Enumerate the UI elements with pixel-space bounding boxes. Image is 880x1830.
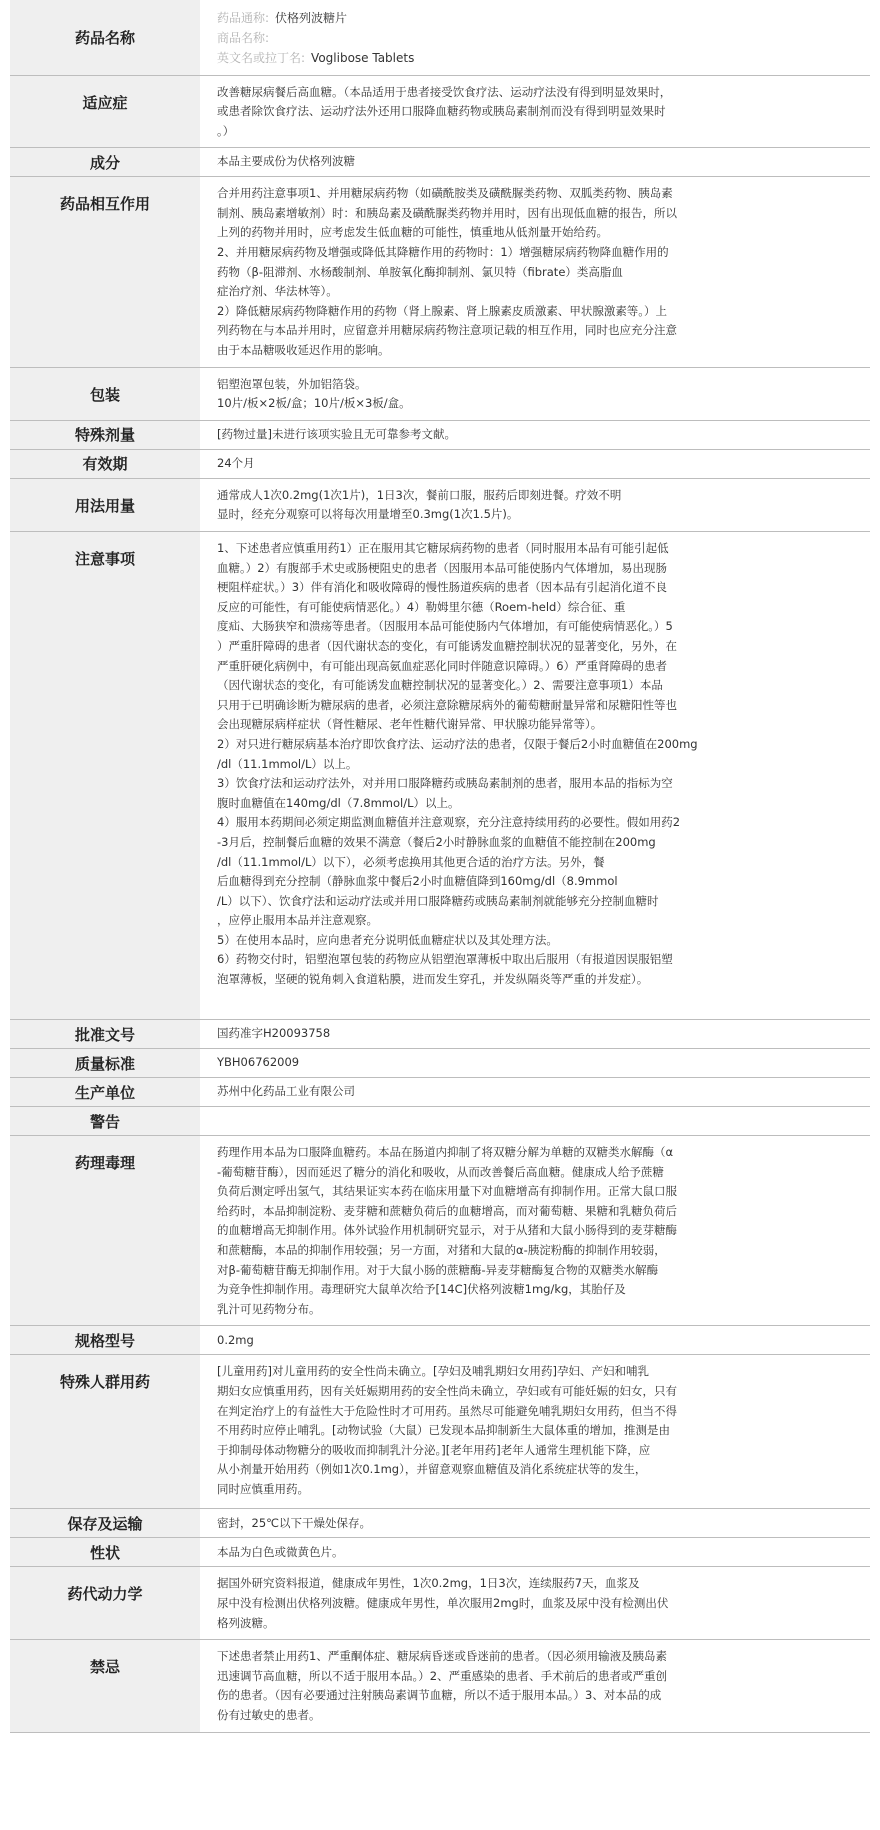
row-pharmacokinetics xyxy=(10,1567,870,1640)
generic-name-line xyxy=(217,8,856,28)
label-drug-name: 药品名称 xyxy=(10,0,200,75)
row-spec xyxy=(10,1326,870,1355)
trade-name-line xyxy=(217,28,856,48)
english-name-label: 英文名或拉丁名: xyxy=(217,51,306,65)
row-appearance xyxy=(10,1538,870,1567)
row-standard xyxy=(10,1049,870,1078)
label-pharmacokinetics: 药代动力学 xyxy=(10,1567,200,1640)
value-pharmacokinetics: 据国外研究资料报道，健康成年男性，1次0.2mg，1日3次，连续服药7天，血浆及 尿中没有检测出伏格列波糖。健康成年男性，单次服用2mg时，血浆及尿中没有检测出伏 格列波糖。 xyxy=(200,1567,870,1640)
row-interactions xyxy=(10,177,870,367)
value-special-population: [儿童用药]对儿童用药的安全性尚未确立。[孕妇及哺乳期妇女用药]孕妇、产妇和哺乳 期妇女应慎重用药，因有关妊娠期用药的安全性尚未确立，孕妇或有可能妊娠的妇女，只有 在判定治疗上的有益性大于危险性时才可用药。虽然尽可能避免哺乳期妇女用药，但当不得 不用药时应停止哺乳。[动物试验（大鼠）已发现本品抑制新生大鼠体重的增加，推测是由 于抑制母体动物糖分的吸收而抑制乳汁分泌。][老年用药]老年人通常生理机能下降，应 从小剂量开始用药（例如1次0.1mg），并留意观察血糖值及消化系统症状等的发生， 同时应慎重用药。 xyxy=(200,1355,870,1509)
value-interactions: 合并用药注意事项1、并用糖尿病药物（如磺酰胺类及磺酰脲类药物、双胍类药物、胰岛素 制剂、胰岛素增敏剂）时：和胰岛素及磺酰脲类药物并用时，因有出现低血糖的报告，所以 上列的药物并用时，应考虑发生低血糖的可能性，慎重地从低剂量开始给药。 2、并用糖尿病药物及增强或降低其降糖作用的药物时：1）增强糖尿病药物降血糖作用的 药物（β-阻滞剂、水杨酸制剂、单胺氧化酶抑制剂、氯贝特（fibrate）类高脂血 症治疗剂、华法林等）。 2）降低糖尿病药物降糖作用的药物（肾上腺素、肾上腺素皮质激素、甲状腺激素等。）上 列药物在与本品并用时，应留意并用糖尿病药物注意项记载的相互作用，同时也应充分注意 由于本品糖吸收延迟作用的影响。 xyxy=(200,177,870,367)
row-storage xyxy=(10,1509,870,1538)
label-appearance: 性状 xyxy=(10,1538,200,1567)
value-indications: 改善糖尿病餐后高血糖。（本品适用于患者接受饮食疗法、运动疗法没有得到明显效果时， 或患者除饮食疗法、运动疗法外还用口服降血糖药物或胰岛素制剂而没有得到明显效果时 。） xyxy=(200,75,870,148)
label-validity: 有效期 xyxy=(10,449,200,478)
row-pharmacology xyxy=(10,1136,870,1326)
row-indications xyxy=(10,75,870,148)
row-ingredients xyxy=(10,148,870,177)
label-approval: 批准文号 xyxy=(10,1020,200,1049)
row-packaging xyxy=(10,367,870,420)
label-indications: 适应症 xyxy=(10,75,200,148)
label-special-dosage: 特殊剂量 xyxy=(10,420,200,449)
label-usage: 用法用量 xyxy=(10,478,200,531)
value-storage: 密封，25℃以下干燥处保存。 xyxy=(200,1509,870,1538)
value-approval: 国药准字H20093758 xyxy=(200,1020,870,1049)
label-pharmacology: 药理毒理 xyxy=(10,1136,200,1326)
label-contraindications: 禁忌 xyxy=(10,1640,200,1732)
label-ingredients: 成分 xyxy=(10,148,200,177)
label-standard: 质量标准 xyxy=(10,1049,200,1078)
row-drug-name xyxy=(10,0,870,75)
label-warning: 警告 xyxy=(10,1107,200,1136)
english-name-value: Voglibose Tablets xyxy=(311,51,415,65)
row-special-dosage xyxy=(10,420,870,449)
value-validity: 24个月 xyxy=(200,449,870,478)
value-usage: 通常成人1次0.2mg(1次1片)，1日3次，餐前口服，服药后即刻进餐。疗效不明 显时，经充分观察可以将每次用量增至0.3mg(1次1.5片)。 xyxy=(200,478,870,531)
row-manufacturer xyxy=(10,1078,870,1107)
row-usage xyxy=(10,478,870,531)
value-pharmacology: 药理作用本品为口服降血糖药。本品在肠道内抑制了将双糖分解为单糖的双糖类水解酶（α -葡萄糖苷酶），因而延迟了糖分的消化和吸收，从而改善餐后高血糖。健康成人给予蔗糖 负荷后测定呼出氢气，其结果证实本药在临床用量下对血糖增高有抑制作用。正常大鼠口服 给药时，本品抑制淀粉、麦芽糖和蔗糖负荷后的血糖增高，而对葡萄糖、果糖和乳糖负荷后 的血糖增高无抑制作用。体外试验作用机制研究显示，对于从猪和大鼠小肠得到的麦芽糖酶 和蔗糖酶，本品的抑制作用较强；另一方面，对猪和大鼠的α-胰淀粉酶的抑制作用较弱， 对β-葡萄糖苷酶无抑制作用。对于大鼠小肠的蔗糖酶-异麦芽糖酶复合物的双糖类水解酶 为竞争性抑制作用。毒理研究大鼠单次给予[14C]伏格列波糖1mg/kg，其胎仔及 乳汁可见药物分布。 xyxy=(200,1136,870,1326)
label-manufacturer: 生产单位 xyxy=(10,1078,200,1107)
row-precautions xyxy=(10,532,870,1020)
value-warning xyxy=(200,1107,870,1136)
label-precautions: 注意事项 xyxy=(10,532,200,1020)
trade-name-label: 商品名称: xyxy=(217,31,270,45)
value-ingredients: 本品主要成份为伏格列波糖 xyxy=(200,148,870,177)
label-spec: 规格型号 xyxy=(10,1326,200,1355)
value-precautions: 1、下述患者应慎重用药1）正在服用其它糖尿病药物的患者（同时服用本品有可能引起低 血糖。）2）有腹部手术史或肠梗阻史的患者（因服用本品可能使肠内气体增加，易出现肠 梗阻样症状。）3）伴有消化和吸收障碍的慢性肠道疾病的患者（因本品有引起消化道不良 反应的可能性，有可能使病情恶化。）4）勒姆里尔德（Roem-held）综合征、重 度疝、大肠狭窄和溃疡等患者。（因服用本品可能使肠内气体增加，有可能使病情恶化。）5 ）严重肝障碍的患者（因代谢状态的变化，有可能诱发血糖控制状况的显著变化，另外，在 严重肝硬化病例中，有可能出现高氨血症恶化同时伴随意识障碍。）6）严重肾障碍的患者 （因代谢状态的变化，有可能诱发血糖控制状况的显著变化。）2、需要注意事项1）本品 只用于已明确诊断为糖尿病的患者，必须注意除糖尿病外的葡萄糖耐量异常和尿糖阳性等也 会出现糖尿病样症状（肾性糖尿、老年性糖代谢异常、甲状腺功能异常等）。 2）对只进行糖尿病基本治疗即饮食疗法、运动疗法的患者，仅限于餐后2小时血糖值在200mg /dl（11.1mmol/L）以上。 3）饮食疗法和运动疗法外，对并用口服降糖药或胰岛素制剂的患者，服用本品的指标为空 腹时血糖值在140mg/dl（7.8mmol/L）以上。 4）服用本药期间必须定期监测血糖值并注意观察，充分注意持续用药的必要性。假如用药2 -3月后，控制餐后血糖的效果不满意（餐后2小时静脉血浆的血糖值不能控制在200mg /dl（11.1mmol/L）以下），必须考虑换用其他更合适的治疗方法。另外，餐 后血糖得到充分控制（静脉血浆中餐后2小时血糖值降到160mg/dl（8.9mmol /L）以下）、饮食疗法和运动疗法或并用口服降糖药或胰岛素制剂就能够充分控制血糖时 ，应停止服用本品并注意观察。 5）在使用本品时，应向患者充分说明低血糖症状以及其处理方法。 6）药物交付时，铝塑泡罩包装的药物应从铝塑泡罩薄板中取出后服用（有报道因误服铝塑 泡罩薄板，坚硬的锐角刺入食道粘膜，进而发生穿孔，并发纵隔炎等严重的并发症）。 xyxy=(200,532,870,1020)
generic-name-value: 伏格列波糖片 xyxy=(275,11,348,25)
value-packaging: 铝塑泡罩包装，外加铝箔袋。 10片/板×2板/盒；10片/板×3板/盒。 xyxy=(200,367,870,420)
label-special-population: 特殊人群用药 xyxy=(10,1355,200,1509)
row-validity xyxy=(10,449,870,478)
generic-name-label: 药品通称: xyxy=(217,11,270,25)
value-contraindications: 下述患者禁止用药1、严重酮体症、糖尿病昏迷或昏迷前的患者。（因必须用输液及胰岛素 迅速调节高血糖，所以不适于服用本品。）2、严重感染的患者、手术前后的患者或严重创 伤的患者。（因有必要通过注射胰岛素调节血糖，所以不适于服用本品。）3、对本品的成 份有过敏史的患者。 xyxy=(200,1640,870,1732)
row-contraindications xyxy=(10,1640,870,1732)
value-appearance: 本品为白色或微黄色片。 xyxy=(200,1538,870,1567)
value-standard: YBH06762009 xyxy=(200,1049,870,1078)
english-name-line xyxy=(217,48,856,68)
row-warning xyxy=(10,1107,870,1136)
label-interactions: 药品相互作用 xyxy=(10,177,200,367)
row-approval xyxy=(10,1020,870,1049)
row-special-population xyxy=(10,1355,870,1509)
value-spec: 0.2mg xyxy=(200,1326,870,1355)
value-special-dosage: [药物过量]未进行该项实验且无可靠参考文献。 xyxy=(200,420,870,449)
value-drug-name xyxy=(200,0,870,75)
label-packaging: 包装 xyxy=(10,367,200,420)
drug-info-table xyxy=(10,0,870,1733)
label-storage: 保存及运输 xyxy=(10,1509,200,1538)
value-manufacturer: 苏州中化药品工业有限公司 xyxy=(200,1078,870,1107)
